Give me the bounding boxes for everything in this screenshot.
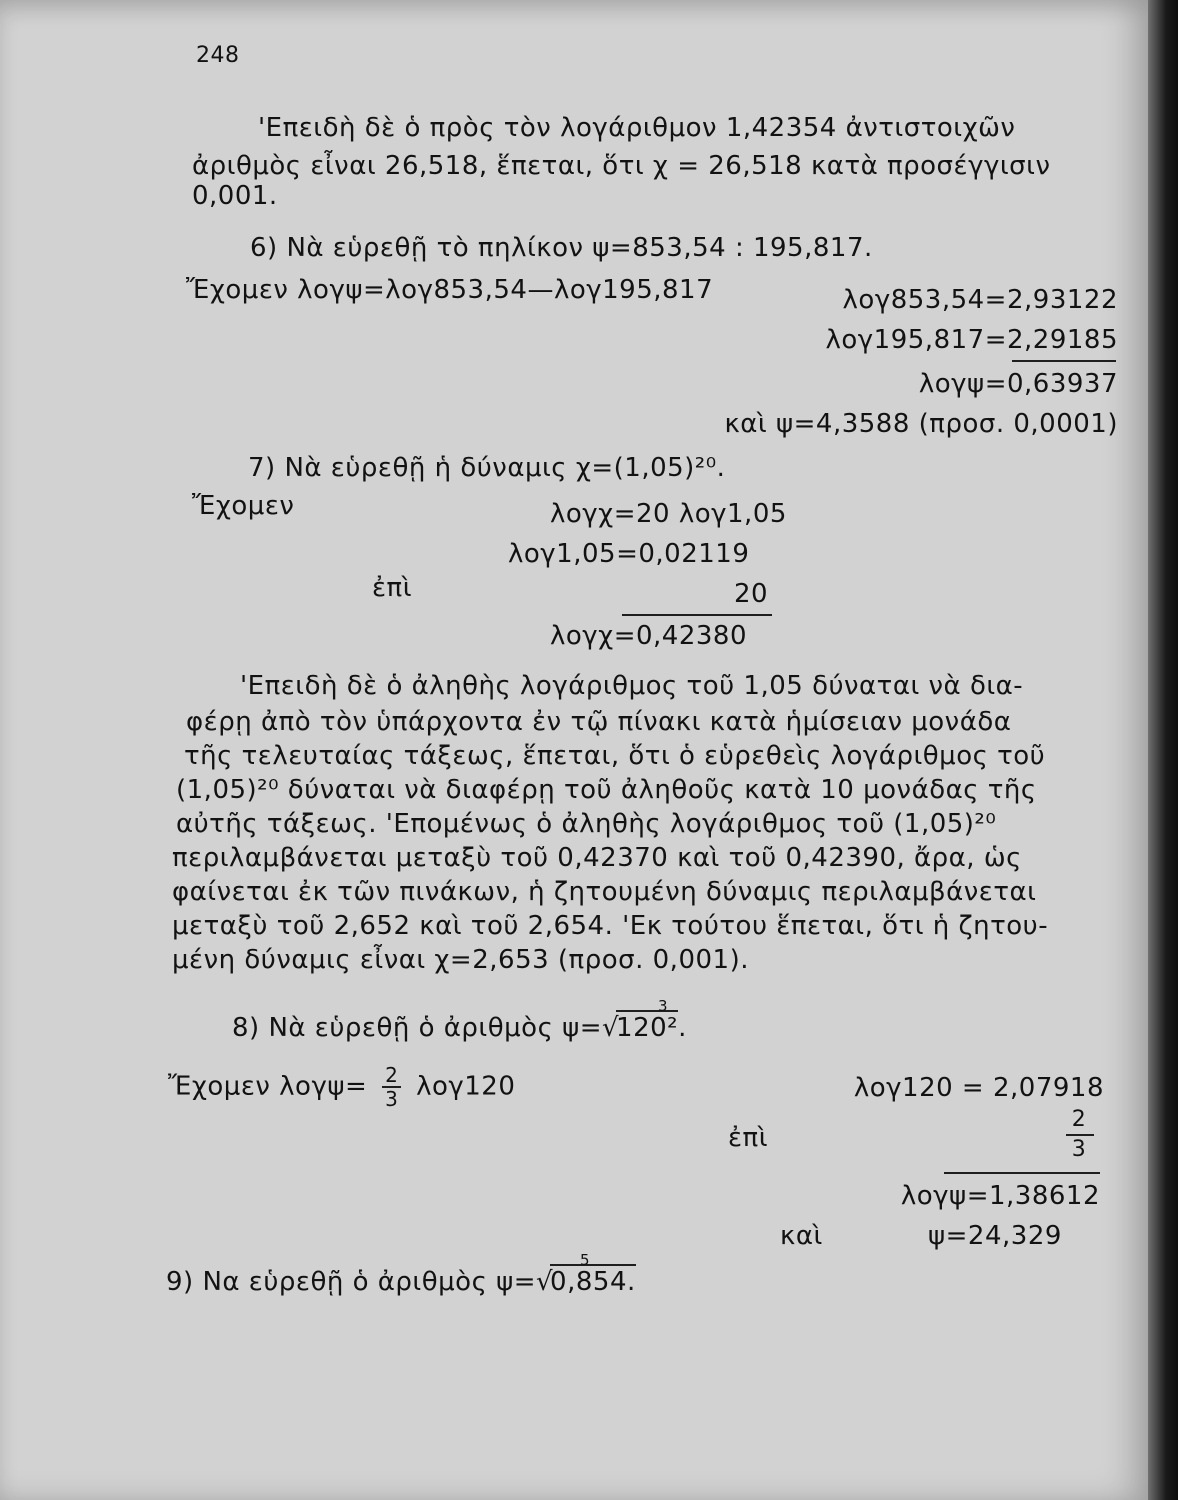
product-rule [622, 614, 772, 616]
calc-line: λογχ=0,42380 [550, 621, 748, 651]
text-line: φέρῃ ἀπὸ τὸν ὑπάρχοντα ἐν τῷ πίνακι κατὰ ἡμίσειαν μονάδα [186, 707, 1012, 737]
calc-label: ἐπὶ [728, 1123, 769, 1153]
fraction-bar [1066, 1134, 1094, 1136]
problem-7-title: 7) Νὰ εὑρεθῇ ἡ δύναμις χ=(1,05)²⁰. [248, 453, 726, 483]
calc-label: ἐπὶ [372, 573, 413, 603]
calc-line: 20 [734, 579, 769, 609]
radicand: 0,854. [550, 1264, 636, 1297]
equation: Ἔχομεν λογψ=λογ853,54—λογ195,817 [186, 275, 714, 305]
text-line: 'Επειδὴ δὲ ὁ ἀληθὴς λογάριθμος τοῦ 1,05 δύναται νὰ δια- [240, 671, 1024, 701]
text-line: τῆς τελευταίας τάξεως, ἕπεται, ὅτι ὁ εὑρεθεὶς λογάριθμος τοῦ [184, 741, 1046, 771]
root-index: 3 [658, 997, 669, 1015]
calc-label: καὶ [780, 1221, 823, 1251]
calc-line: λογψ=1,38612 [900, 1181, 1100, 1211]
text-line: περιλαμβάνεται μεταξὺ τοῦ 0,42370 καὶ τοῦ 0,42390, ἄρα, ὡς [172, 843, 1022, 873]
fraction-denominator: 3 [1071, 1137, 1087, 1162]
calc-line: λογψ=0,63937 [918, 369, 1118, 399]
text-line: μεταξὺ τοῦ 2,652 καὶ τοῦ 2,654. 'Εκ τούτου ἕπεται, ὅτι ἡ ζητου- [172, 911, 1049, 941]
radicand: 120² [616, 1010, 678, 1043]
text-line: 'Επειδὴ δὲ ὁ πρὸς τὸν λογάριθμον 1,42354 ἀντιστοιχῶν [258, 113, 1016, 143]
calc-line: ψ=24,329 [928, 1221, 1062, 1251]
text-line: αὐτῆς τάξεως. 'Επομένως ὁ ἀληθὴς λογάριθμος τοῦ (1,05)²⁰ [176, 809, 997, 839]
page-number: 248 [196, 43, 240, 68]
product-rule [944, 1172, 1100, 1174]
sum-rule [1012, 360, 1116, 362]
title-end: . [678, 1013, 687, 1043]
calc-line: λογχ=20 λογ1,05 [550, 499, 787, 529]
title-text: 9) Να εὑρεθῇ ὁ ἀριθμὸς ψ= [166, 1267, 537, 1297]
text-line: Ἔχομεν [192, 491, 295, 521]
equation-right: λογ120 [416, 1071, 516, 1102]
calc-line: λογ195,817=2,29185 [825, 325, 1118, 355]
text-line: μένη δύναμις εἶναι χ=2,653 (προσ. 0,001). [172, 945, 749, 975]
calc-line: λογ1,05=0,02119 [508, 539, 750, 569]
problem-6-title: 6) Νὰ εὑρεθῇ τὸ πηλίκον ψ=853,54 : 195,817. [250, 233, 873, 263]
text-line: (1,05)²⁰ δύναται νὰ διαφέρῃ τοῦ ἀληθοῦς κατὰ 10 μονάδας τῆς [176, 775, 1037, 805]
title-text: 8) Νὰ εὑρεθῇ ὁ ἀριθμὸς ψ= [232, 1013, 603, 1043]
text-line: ἀριθμὸς εἶναι 26,518, ἕπεται, ὅτι χ = 26,518 κατὰ προσέγγισιν [192, 151, 1051, 181]
fraction-denominator: 3 [385, 1087, 399, 1111]
fraction [382, 1064, 401, 1110]
problem-9-title [166, 1251, 636, 1298]
text-line: φαίνεται ἐκ τῶν πινάκων, ἡ ζητουμένη δύναμις περιλαμβάνεται [172, 877, 1037, 907]
problem-8-title [232, 997, 687, 1044]
calc-line: καὶ ψ=4,3588 (προσ. 0,0001) [724, 409, 1118, 439]
root-index: 5 [580, 1251, 591, 1269]
fraction-numerator: 2 [382, 1064, 401, 1088]
fraction-numerator: 2 [1071, 1107, 1087, 1132]
radical-sign-icon: √ [602, 1013, 620, 1043]
equation [168, 1064, 515, 1110]
calc-line: λογ853,54=2,93122 [842, 285, 1118, 315]
calc-line: λογ120 = 2,07918 [853, 1073, 1104, 1103]
radical-sign-icon: √ [536, 1267, 554, 1297]
text-line: 0,001. [192, 181, 278, 211]
book-spine-edge [1148, 0, 1178, 1500]
equation-left: Ἔχομεν λογψ= [168, 1071, 368, 1102]
